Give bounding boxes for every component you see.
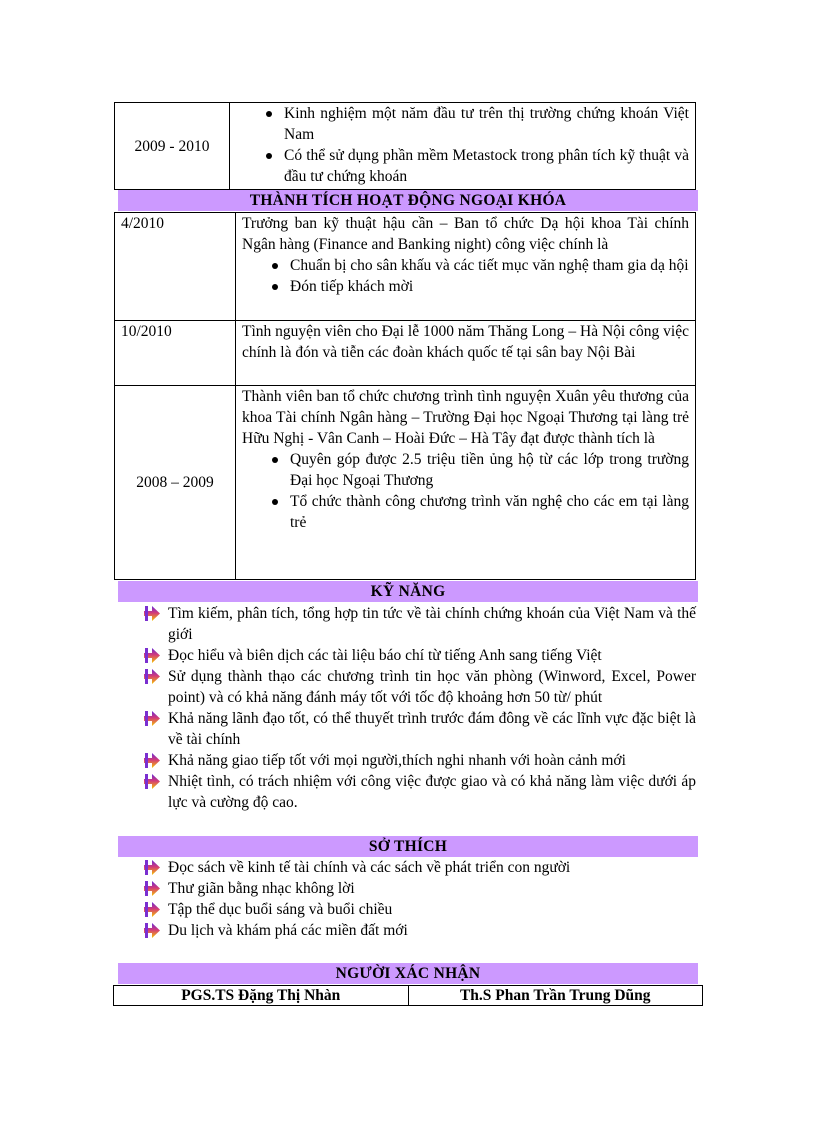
table-row: [115, 103, 696, 190]
arrow-bullet-icon: [144, 606, 160, 621]
arrow-bullet-icon: [144, 774, 160, 789]
hobbies-list: [142, 857, 696, 941]
list-item: Khả năng giao tiếp tốt với mọi người,thích nghi nhanh với hoàn cảnh mới: [142, 750, 696, 771]
arrow-bullet-icon: [144, 860, 160, 875]
list-item: Khả năng lãnh đạo tốt, có thể thuyết trình trước đám đông về các lĩnh vực đặc biệt là về tài chính: [142, 708, 696, 750]
arrow-bullet-icon: [144, 923, 160, 938]
list-item: Tìm kiếm, phân tích, tổng hợp tin tức về tài chính chứng khoán của Việt Nam và thế giới: [142, 603, 696, 645]
arrow-bullet-icon: [144, 881, 160, 896]
section-heading-verification: NGƯỜI XÁC NHẬN: [118, 963, 698, 984]
arrow-bullet-icon: [144, 648, 160, 663]
bullet-item: Chuẩn bị cho sân khấu và các tiết mục văn nghệ tham gia dạ hội: [266, 255, 689, 276]
table-row: [115, 321, 696, 386]
list-item: Đọc hiểu và biên dịch các tài liệu báo chí từ tiếng Anh sang tiếng Việt: [142, 645, 696, 666]
section-heading-extracurricular: THÀNH TÍCH HOẠT ĐỘNG NGOẠI KHÓA: [118, 190, 698, 211]
arrow-bullet-icon: [144, 669, 160, 684]
bullet-item: Kinh nghiệm một năm đầu tư trên thị trường chứng khoán Việt Nam: [260, 103, 689, 145]
skills-list: [142, 603, 696, 813]
signature-table: [113, 985, 703, 1006]
list-item: Thư giãn bằng nhạc không lời: [142, 878, 696, 899]
content-cell: [236, 321, 696, 386]
list-item: Đọc sách về kinh tế tài chính và các sách về phát triển con người: [142, 857, 696, 878]
content-cell: [236, 386, 696, 580]
section-heading-hobbies: SỞ THÍCH: [118, 836, 698, 857]
arrow-bullet-icon: [144, 711, 160, 726]
arrow-bullet-icon: [144, 902, 160, 917]
experience-table: [114, 102, 696, 190]
period-cell: 4/2010: [115, 213, 236, 321]
extracurricular-table: [114, 212, 696, 580]
period-cell: 2008 – 2009: [115, 386, 236, 580]
bullet-item: Tổ chức thành công chương trình văn nghệ cho các em tại làng trẻ: [266, 491, 689, 533]
activity-description: Thành viên ban tổ chức chương trình tình nguyện Xuân yêu thương của khoa Tài chính Ngân hàng – Trường Đại học Ngoại Thương tại làng trẻ Hữu Nghị - Vân Canh – Hoài Đức – Hà Tây đạt được thành tích là: [242, 388, 689, 447]
arrow-bullet-icon: [144, 753, 160, 768]
list-item: Sử dụng thành thạo các chương trình tin học văn phòng (Winword, Excel, Power point) và có khả năng đánh máy tốt với tốc độ khoảng hơn 50 từ/ phút: [142, 666, 696, 708]
content-cell: [230, 103, 696, 190]
table-row: [115, 213, 696, 321]
list-item: Tập thể dục buổi sáng và buổi chiều: [142, 899, 696, 920]
content-cell: [236, 213, 696, 321]
table-row: [115, 386, 696, 580]
bullet-item: Có thể sử dụng phần mềm Metastock trong phân tích kỹ thuật và đầu tư chứng khoán: [260, 145, 689, 187]
verifier-right: Th.S Phan Trần Trung Dũng: [408, 986, 703, 1006]
list-item: Du lịch và khám phá các miền đất mới: [142, 920, 696, 941]
list-item: Nhiệt tình, có trách nhiệm với công việc được giao và có khả năng làm việc dưới áp lực và cường độ cao.: [142, 771, 696, 813]
bullet-item: Đón tiếp khách mời: [266, 276, 689, 297]
bullet-item: Quyên góp được 2.5 triệu tiền ủng hộ từ các lớp trong trường Đại học Ngoại Thương: [266, 449, 689, 491]
verifier-left: PGS.TS Đặng Thị Nhàn: [114, 986, 409, 1006]
activity-description: Tình nguyện viên cho Đại lễ 1000 năm Thăng Long – Hà Nội công việc chính là đón và tiễn các đoàn khách quốc tế tại sân bay Nội Bài: [242, 323, 689, 361]
period-cell: 2009 - 2010: [115, 103, 230, 190]
activity-description: Trưởng ban kỹ thuật hậu cần – Ban tổ chức Dạ hội khoa Tài chính Ngân hàng (Finance and Banking night) công việc chính là: [242, 215, 689, 253]
period-cell: 10/2010: [115, 321, 236, 386]
table-row: [114, 986, 703, 1006]
section-heading-skills: KỸ NĂNG: [118, 581, 698, 602]
